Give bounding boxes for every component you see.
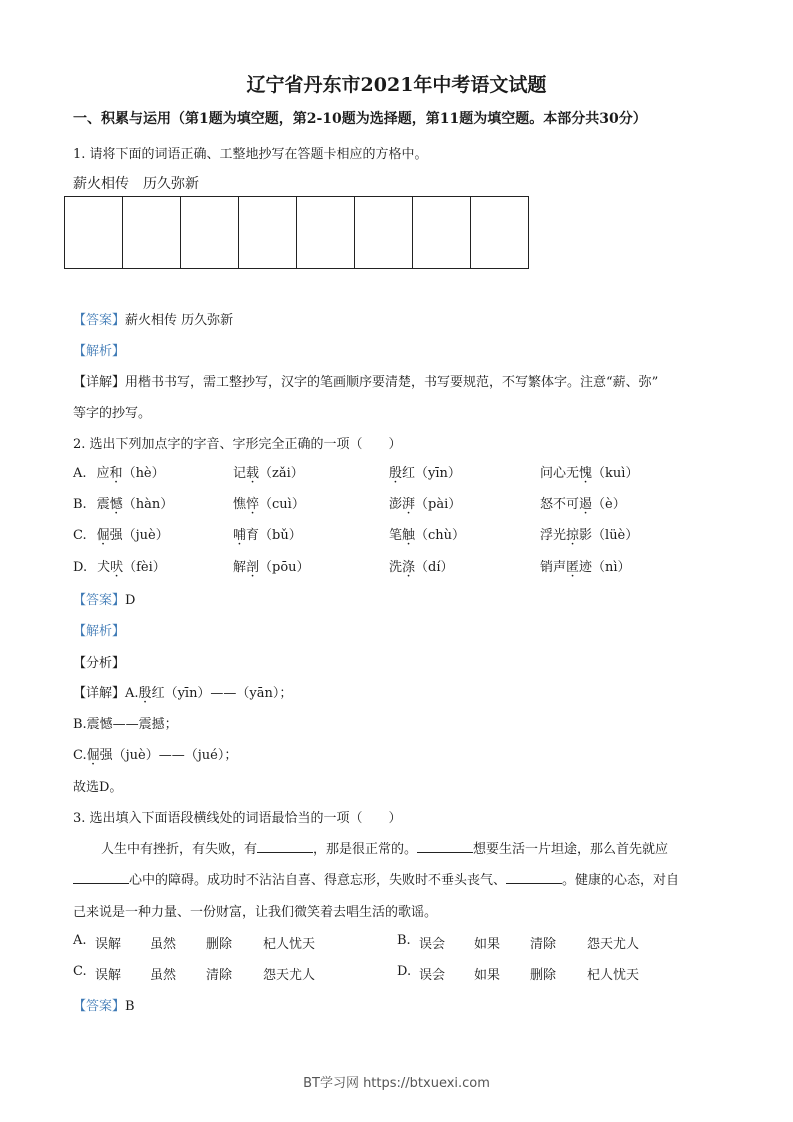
blank-line bbox=[73, 871, 129, 884]
q2-option-item bbox=[73, 493, 173, 512]
option-word: 怨天尤人 bbox=[263, 968, 316, 983]
answer-text: 薪火相传 历久弥新 bbox=[125, 313, 234, 328]
option-label: D. bbox=[397, 964, 412, 979]
grid-cell bbox=[413, 197, 471, 268]
option-text: （chù） bbox=[415, 528, 466, 543]
q2-option-item bbox=[540, 462, 638, 481]
q2-answer bbox=[73, 589, 135, 608]
detail-tag: 【详解】 bbox=[73, 375, 126, 390]
option-label: B. bbox=[397, 933, 411, 948]
option-text: （fèi） bbox=[123, 560, 166, 575]
dotted-char: 殷 bbox=[389, 466, 403, 481]
detail-text: 用楷书书写，需工整抄写，汉字的笔画顺序要清楚，书写要规范，不写繁体字。注意“薪、弥” bbox=[125, 375, 659, 390]
option-label: C. bbox=[73, 528, 87, 543]
q2-detail-a bbox=[73, 682, 292, 701]
option-label: A. bbox=[73, 466, 87, 481]
option-word: 杞人忧天 bbox=[587, 968, 640, 983]
option-text: （pōu） bbox=[259, 560, 310, 575]
passage-text: 心中的障碍。成功时不沾沾自喜、得意忘形，失败时不垂头丧气、 bbox=[129, 873, 507, 888]
option-text: 育（bǔ） bbox=[246, 528, 302, 543]
option-text: 影（lüè） bbox=[579, 528, 639, 543]
option-word: 删除 bbox=[206, 937, 233, 952]
option-label: B. bbox=[73, 497, 87, 512]
q2-option-item bbox=[73, 524, 169, 543]
dotted-char: 遏 bbox=[579, 497, 593, 512]
q3-passage-line3: 己来说是一种力量、一份财富，让我们微笑着去唱生活的歌谣。 bbox=[73, 905, 438, 920]
detail-text: 强（juè）——（jué）； bbox=[99, 748, 238, 763]
option-text: （cuì） bbox=[259, 497, 305, 512]
option-text: 震 bbox=[96, 497, 110, 512]
detail-text: C. bbox=[73, 748, 87, 763]
blank-line bbox=[417, 840, 473, 853]
q2-option-item bbox=[389, 493, 461, 512]
option-label: D. bbox=[73, 560, 88, 575]
option-word: 杞人忧天 bbox=[263, 937, 316, 952]
option-text: （zǎi） bbox=[259, 466, 304, 481]
option-text: （è） bbox=[592, 497, 626, 512]
dotted-char: 倔 bbox=[86, 748, 100, 763]
option-text: 犬 bbox=[97, 560, 111, 575]
dotted-char: 载 bbox=[246, 466, 260, 481]
option-text: 笔 bbox=[389, 528, 403, 543]
blank-line bbox=[257, 840, 313, 853]
dotted-char: 悴 bbox=[246, 497, 260, 512]
q1-detail-line2: 等字的抄写。 bbox=[73, 406, 152, 421]
dotted-char: 掠 bbox=[566, 528, 580, 543]
option-text: （hè） bbox=[122, 466, 165, 481]
dotted-char: 剖 bbox=[246, 560, 260, 575]
option-text: 洗 bbox=[389, 560, 403, 575]
option-text: 应 bbox=[96, 466, 110, 481]
option-word: 清除 bbox=[530, 937, 557, 952]
dotted-char: 吠 bbox=[110, 560, 124, 575]
answer-text: D bbox=[125, 593, 136, 608]
option-word: 删除 bbox=[530, 968, 557, 983]
passage-text: 人生中有挫折，有失败，有 bbox=[101, 842, 258, 857]
option-text: 销声 bbox=[540, 560, 567, 575]
q2-analysis-tag: 【解析】 bbox=[73, 624, 126, 639]
detail-text: 红（yīn）——（yān）； bbox=[151, 686, 293, 701]
option-word: 误解 bbox=[95, 968, 122, 983]
dotted-char: 涤 bbox=[402, 560, 416, 575]
dotted-char: 倔 bbox=[96, 528, 110, 543]
dotted-char: 触 bbox=[402, 528, 416, 543]
option-word: 误会 bbox=[419, 937, 446, 952]
q2-option-item bbox=[233, 556, 310, 575]
answer-text: B bbox=[125, 999, 135, 1014]
option-text: 浮光 bbox=[540, 528, 567, 543]
section-heading: 一、积累与运用（第1题为填空题，第2-10题为选择题，第11题为填空题。本部分共30分） bbox=[73, 111, 647, 127]
q2-option-item bbox=[540, 524, 638, 543]
grid-cell bbox=[123, 197, 181, 268]
q3-passage-line2 bbox=[73, 869, 679, 888]
passage-text: 想要生活一片坦途，那么首先就应 bbox=[473, 842, 669, 857]
footer-watermark: BT学习网 https://btxuexi.com bbox=[303, 1076, 490, 1091]
passage-text: ，那是很正常的。 bbox=[313, 842, 418, 857]
option-text: 迹（nì） bbox=[579, 560, 631, 575]
q1-words: 薪火相传 历久弥新 bbox=[73, 176, 199, 192]
option-text: 强（juè） bbox=[109, 528, 169, 543]
grid-cell bbox=[181, 197, 239, 268]
q2-fenxi-tag: 【分析】 bbox=[73, 656, 126, 671]
answer-grid bbox=[64, 196, 529, 269]
grid-cell bbox=[239, 197, 297, 268]
option-text: 澎 bbox=[389, 497, 403, 512]
dotted-char: 憾 bbox=[109, 497, 123, 512]
q1-stem: 1. 请将下面的词语正确、工整地抄写在答题卡相应的方格中。 bbox=[73, 147, 428, 162]
option-word: 误解 bbox=[95, 937, 122, 952]
answer-tag: 【答案】 bbox=[73, 593, 126, 608]
q1-detail-line1 bbox=[73, 371, 658, 390]
answer-tag: 【答案】 bbox=[73, 999, 126, 1014]
passage-text: 。健康的心态，对自 bbox=[562, 873, 680, 888]
q2-option-item bbox=[389, 524, 465, 543]
q2-option-item bbox=[389, 556, 454, 575]
grid-cell bbox=[65, 197, 123, 268]
q2-stem: 2. 选出下列加点字的字音、字形完全正确的一项（ ） bbox=[73, 437, 402, 452]
dotted-char: 湃 bbox=[402, 497, 416, 512]
q2-option-item bbox=[389, 462, 461, 481]
page-title: 辽宁省丹东市2021年中考语文试题 bbox=[246, 74, 547, 96]
detail-text: A. bbox=[125, 686, 139, 701]
q2-option-item bbox=[540, 493, 626, 512]
option-word: 误会 bbox=[419, 968, 446, 983]
q2-option-item bbox=[233, 462, 304, 481]
option-text: 憔 bbox=[233, 497, 247, 512]
option-text: 记 bbox=[233, 466, 247, 481]
option-word: 如果 bbox=[474, 937, 501, 952]
blank-line bbox=[506, 871, 562, 884]
detail-tag: 【详解】 bbox=[73, 686, 126, 701]
q3-answer bbox=[73, 995, 135, 1014]
option-word: 清除 bbox=[206, 968, 233, 983]
q1-answer bbox=[73, 309, 233, 328]
dotted-char: 和 bbox=[109, 466, 123, 481]
q2-option-item bbox=[73, 462, 165, 481]
dotted-char: 愧 bbox=[579, 466, 593, 481]
dotted-char: 哺 bbox=[233, 528, 247, 543]
q1-analysis-tag: 【解析】 bbox=[73, 344, 126, 359]
option-label: A. bbox=[73, 933, 87, 948]
answer-tag: 【答案】 bbox=[73, 313, 126, 328]
q2-detail-c bbox=[73, 744, 237, 763]
option-text: （kuì） bbox=[592, 466, 639, 481]
grid-cell bbox=[471, 197, 528, 268]
option-word: 如果 bbox=[474, 968, 501, 983]
q2-conclusion: 故选D。 bbox=[73, 780, 123, 795]
option-text: （pài） bbox=[415, 497, 462, 512]
q3-passage-line1 bbox=[101, 838, 668, 857]
q2-option-item bbox=[233, 493, 305, 512]
q2-detail-b: B.震憾——震撼； bbox=[73, 717, 178, 732]
q3-stem: 3. 选出填入下面语段横线处的词语最恰当的一项（ ） bbox=[73, 811, 402, 826]
option-text: （dí） bbox=[415, 560, 454, 575]
dotted-char: 殷 bbox=[138, 686, 152, 701]
dotted-char: 匿 bbox=[566, 560, 580, 575]
q2-option-item bbox=[73, 556, 166, 575]
grid-cell bbox=[297, 197, 355, 268]
q2-option-item bbox=[540, 556, 631, 575]
option-text: 问心无 bbox=[540, 466, 580, 481]
option-text: 解 bbox=[233, 560, 247, 575]
option-word: 虽然 bbox=[150, 937, 177, 952]
option-label: C. bbox=[73, 964, 87, 979]
option-word: 怨天尤人 bbox=[587, 937, 640, 952]
q2-option-item bbox=[233, 524, 302, 543]
option-text: （hàn） bbox=[122, 497, 174, 512]
option-text: 怒不可 bbox=[540, 497, 580, 512]
grid-cell bbox=[355, 197, 413, 268]
option-word: 虽然 bbox=[150, 968, 177, 983]
option-text: 红（yīn） bbox=[402, 466, 461, 481]
